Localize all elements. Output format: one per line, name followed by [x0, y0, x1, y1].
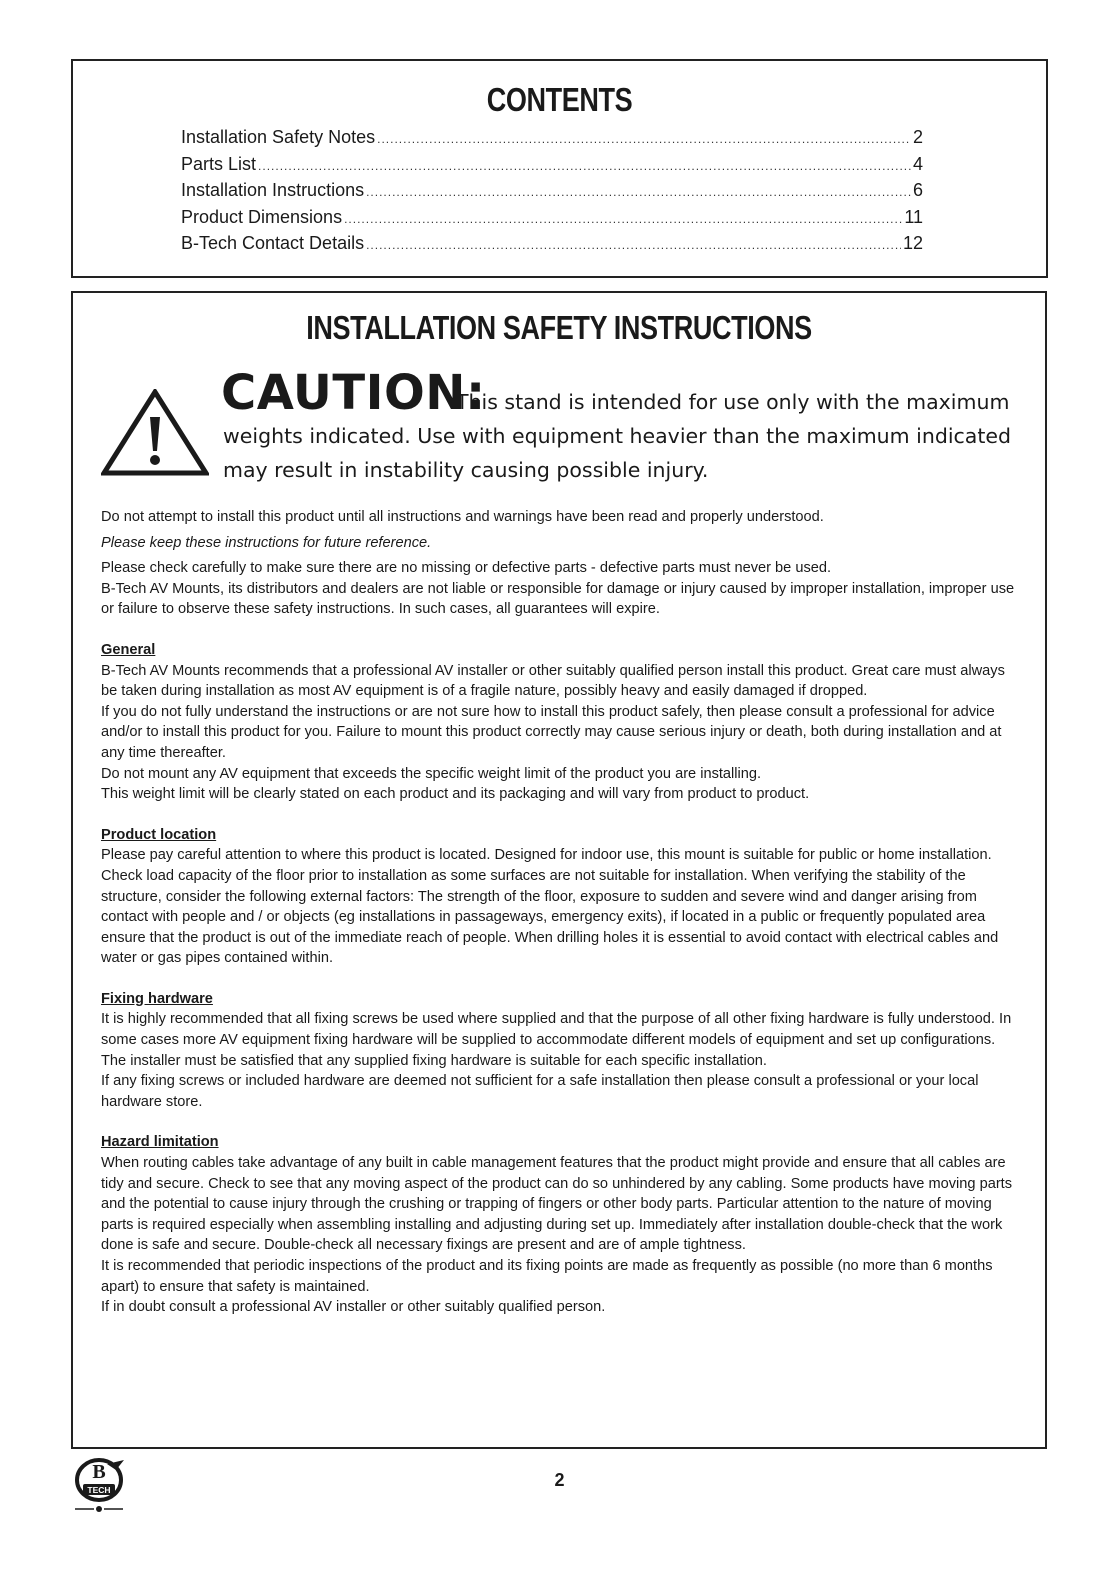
section-paragraph: This weight limit will be clearly stated on each product and its packaging and will vary from product to product. — [101, 786, 810, 803]
table-of-contents — [181, 127, 923, 260]
toc-entry-label: Installation Safety Notes — [181, 127, 376, 147]
toc-entry-page: 11 — [904, 206, 923, 227]
section-paragraph: It is recommended that periodic inspections of the product and its fixing points are made as frequently as possible (no more than 6 months apart) to ensure that safety is maintained. — [101, 1258, 993, 1295]
logo-text: TECH — [87, 1485, 111, 1495]
section-paragraph: Do not mount any AV equipment that exceeds the specific weight limit of the product you are installing. — [101, 765, 762, 782]
section-heading: Fixing hardware — [101, 990, 213, 1007]
svg-text:B: B — [92, 1461, 106, 1483]
page-number: 2 — [554, 1470, 565, 1490]
section-heading: General — [101, 641, 156, 658]
intro-paragraph: B-Tech AV Mounts, its distributors and dealers are not liable or responsible for damage or injury caused by improper installation, improper use or failure to observe these safety instructions. In such cases, all guarantees will expire. — [101, 580, 1015, 618]
toc-leader-dots — [366, 238, 901, 252]
intro-note: Please keep these instructions for future reference. — [101, 534, 432, 551]
toc-entry[interactable] — [181, 207, 923, 234]
section-paragraph: If in doubt consult a professional AV installer or other suitably qualified person. — [101, 1299, 606, 1316]
toc-leader-dots — [377, 132, 911, 146]
safety-body — [101, 507, 1021, 1318]
safety-instructions-panel — [71, 291, 1047, 1449]
contents-panel — [71, 59, 1048, 278]
section-paragraph: Please pay careful attention to where this product is located. Designed for indoor use, this mount is suitable for public or home installation. Check load capacity of the floor prior to installation as some surfaces are not suitable for installation. When verifying the stability of the structure, consider the following external factors: The strength of the floor, exposure to sudden and severe wind and danger arising from contact with people and / or objects (eg installations in passageways, emergency exits), if located in a public or frequently populated area ensure that the product is out of the immediate reach of people. When drilling holes it is essential to avoid contact with electrical cables and water or gas pipes contained within. — [101, 847, 999, 967]
toc-leader-dots — [344, 212, 902, 226]
toc-entry-page: 6 — [912, 180, 923, 200]
intro-paragraph: Do not attempt to install this product until all instructions and warnings have been read and properly understood. — [101, 509, 824, 525]
caution-message: This stand is intended for use only with the maximum weights indicated. Use with equipment heavier than the maximum indicated may result in instability causing possible injury. — [223, 390, 1012, 482]
section-heading: Product location — [101, 826, 217, 843]
section-fixing-hardware — [101, 989, 1021, 1113]
safety-title: INSTALLATION SAFETY INSTRUCTIONS — [306, 309, 812, 346]
toc-entry[interactable] — [181, 127, 923, 154]
section-heading: Hazard limitation — [101, 1134, 219, 1151]
toc-entry-page: 2 — [912, 127, 923, 147]
toc-entry[interactable] — [181, 180, 923, 207]
toc-leader-dots — [258, 159, 911, 173]
toc-entry-page: 4 — [912, 153, 923, 174]
section-paragraph: If any fixing screws or included hardware are deemed not sufficient for a safe installation then please consult a professional or your local hardware store. — [101, 1073, 979, 1110]
intro-paragraph: Please check carefully to make sure there are no missing or defective parts - defective parts must never be used. — [101, 560, 832, 577]
contents-title: CONTENTS — [486, 81, 633, 118]
section-product-location — [101, 825, 1021, 969]
section-paragraph: It is highly recommended that all fixing screws be used where supplied and that the purpose of all other fixing hardware is fully understood. In some cases more AV equipment fixing hardware will be supplied to accommodate different models of equipment and set up configurations. The installer must be satisfied that any supplied fixing hardware is suitable for each specific installation. — [101, 1011, 1012, 1069]
toc-entry-label: B-Tech Contact Details — [181, 233, 365, 253]
toc-entry-label: Product Dimensions — [181, 206, 343, 227]
section-paragraph: B-Tech AV Mounts recommends that a professional AV installer or other suitably qualified person install this product. Great care must always be taken during installation as most AV equipment is of a fragile nature, possibly heavy and easily damaged if dropped. — [101, 662, 1005, 700]
toc-leader-dots — [366, 185, 911, 199]
section-general — [101, 640, 1021, 805]
section-paragraph: When routing cables take advantage of any built in cable management features that the product might provide and ensure that all cables are tidy and secure. Check to see that any moving aspect of the product can do so unhindered by any cabling. Some products have moving parts and the potential to cause injury through the crushing or trapping of fingers or other body parts. Particular attention to the nature of moving parts is required especially when assembling installing and adjusting during set up. Immediately after installation double-check that the work done is safe and secure. Double-check all necessary fixings are present and are of ample tightness. — [101, 1155, 1013, 1254]
toc-entry[interactable] — [181, 154, 923, 181]
toc-entry-page: 12 — [902, 233, 923, 253]
toc-entry-label: Parts List — [181, 153, 257, 174]
toc-entry-label: Installation Instructions — [181, 180, 365, 200]
section-hazard-limitation — [101, 1132, 1021, 1317]
section-paragraph: If you do not fully understand the instructions or are not sure how to install this product safely, then please consult a professional for advice and/or to install this product for you. Failure to mount this product correctly may cause serious injury or death, both during installation and at any time thereafter. — [101, 703, 1002, 761]
warning-triangle-icon — [101, 389, 209, 477]
caution-label: CAUTION: — [221, 365, 486, 421]
toc-entry[interactable] — [181, 233, 923, 260]
